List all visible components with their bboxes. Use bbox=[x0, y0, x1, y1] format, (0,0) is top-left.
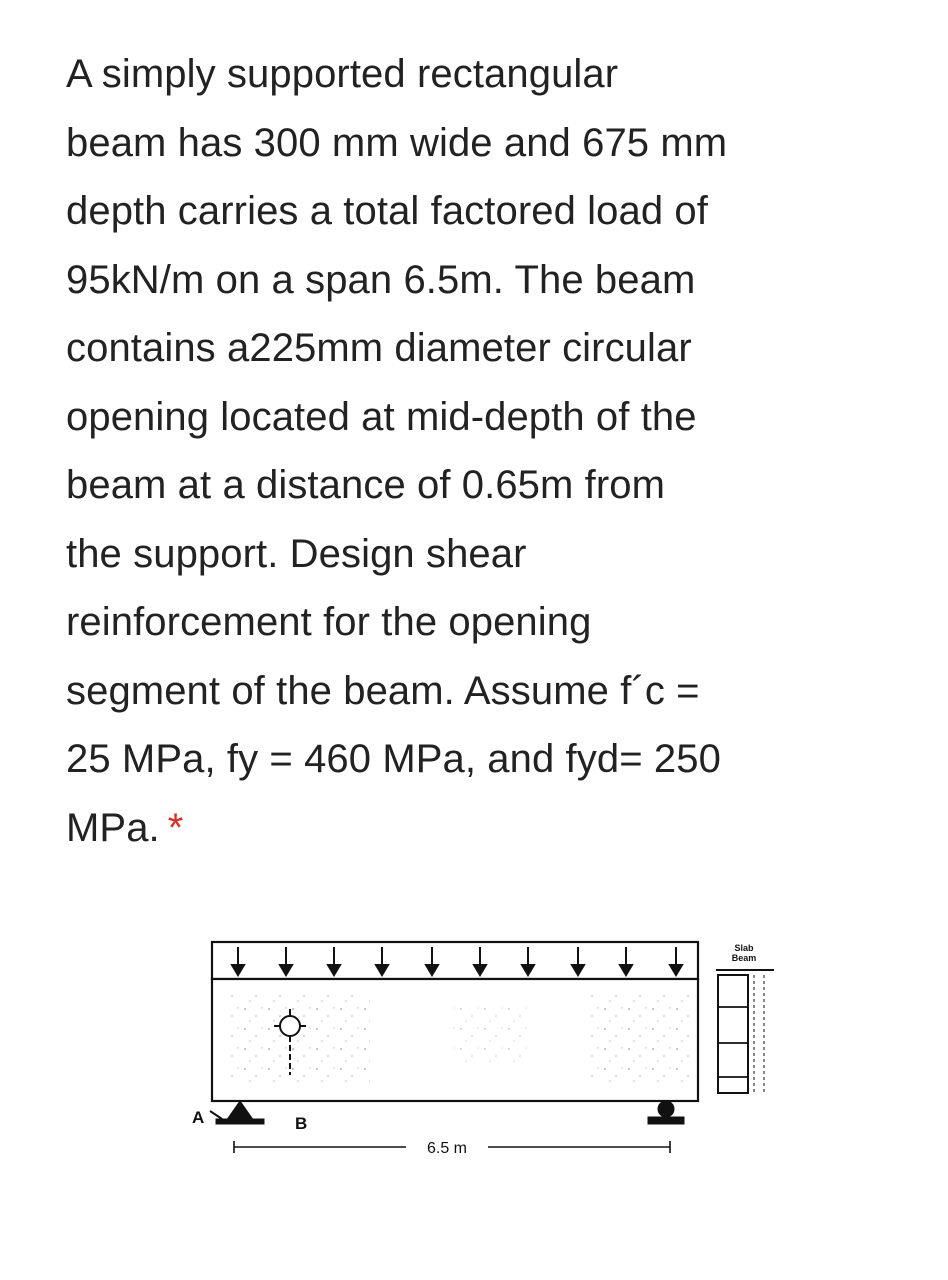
section-label-beam: Beam bbox=[731, 953, 757, 963]
required-asterisk: * bbox=[167, 805, 184, 850]
question-line-12-text: MPa. bbox=[66, 805, 160, 850]
beam-concrete-texture-mid bbox=[450, 1005, 530, 1065]
question-line-10: segment of the beam. Assume f´c = bbox=[66, 668, 700, 713]
left-support bbox=[210, 1101, 264, 1124]
beam-concrete-texture-left bbox=[230, 991, 370, 1086]
question-line-3: depth carries a total factored load of bbox=[66, 189, 708, 233]
question-line-7: beam at a distance of 0.65m from bbox=[66, 463, 666, 507]
beam-diagram bbox=[170, 925, 810, 1245]
question-line-12 bbox=[66, 794, 906, 863]
question-line-9: reinforcement for the opening bbox=[66, 600, 592, 644]
question-line-6: opening located at mid-depth of the bbox=[66, 394, 697, 439]
question-line-1: A simply supported rectangular bbox=[66, 52, 619, 96]
opening-b-label: B bbox=[295, 1114, 308, 1133]
beam-cross-section bbox=[716, 943, 774, 1093]
question-line-2: beam has 300 mm wide and 675 mm bbox=[66, 120, 728, 165]
question-line-8: the support. Design shear bbox=[66, 531, 527, 576]
question-line-4: 95kN/m on a span 6.5m. The beam bbox=[66, 257, 696, 302]
beam-concrete-texture-right bbox=[590, 991, 690, 1086]
right-support bbox=[648, 1101, 684, 1124]
support-a-label: A bbox=[192, 1108, 205, 1127]
section-label-slab: Slab bbox=[734, 943, 754, 953]
question-line-5: contains a225mm diameter circular bbox=[66, 326, 692, 370]
question-line-11: 25 MPa, fy = 460 MPa, and fyd= 250 bbox=[66, 737, 721, 781]
question-text bbox=[66, 40, 906, 862]
span-label: 6.5 m bbox=[426, 1140, 468, 1157]
